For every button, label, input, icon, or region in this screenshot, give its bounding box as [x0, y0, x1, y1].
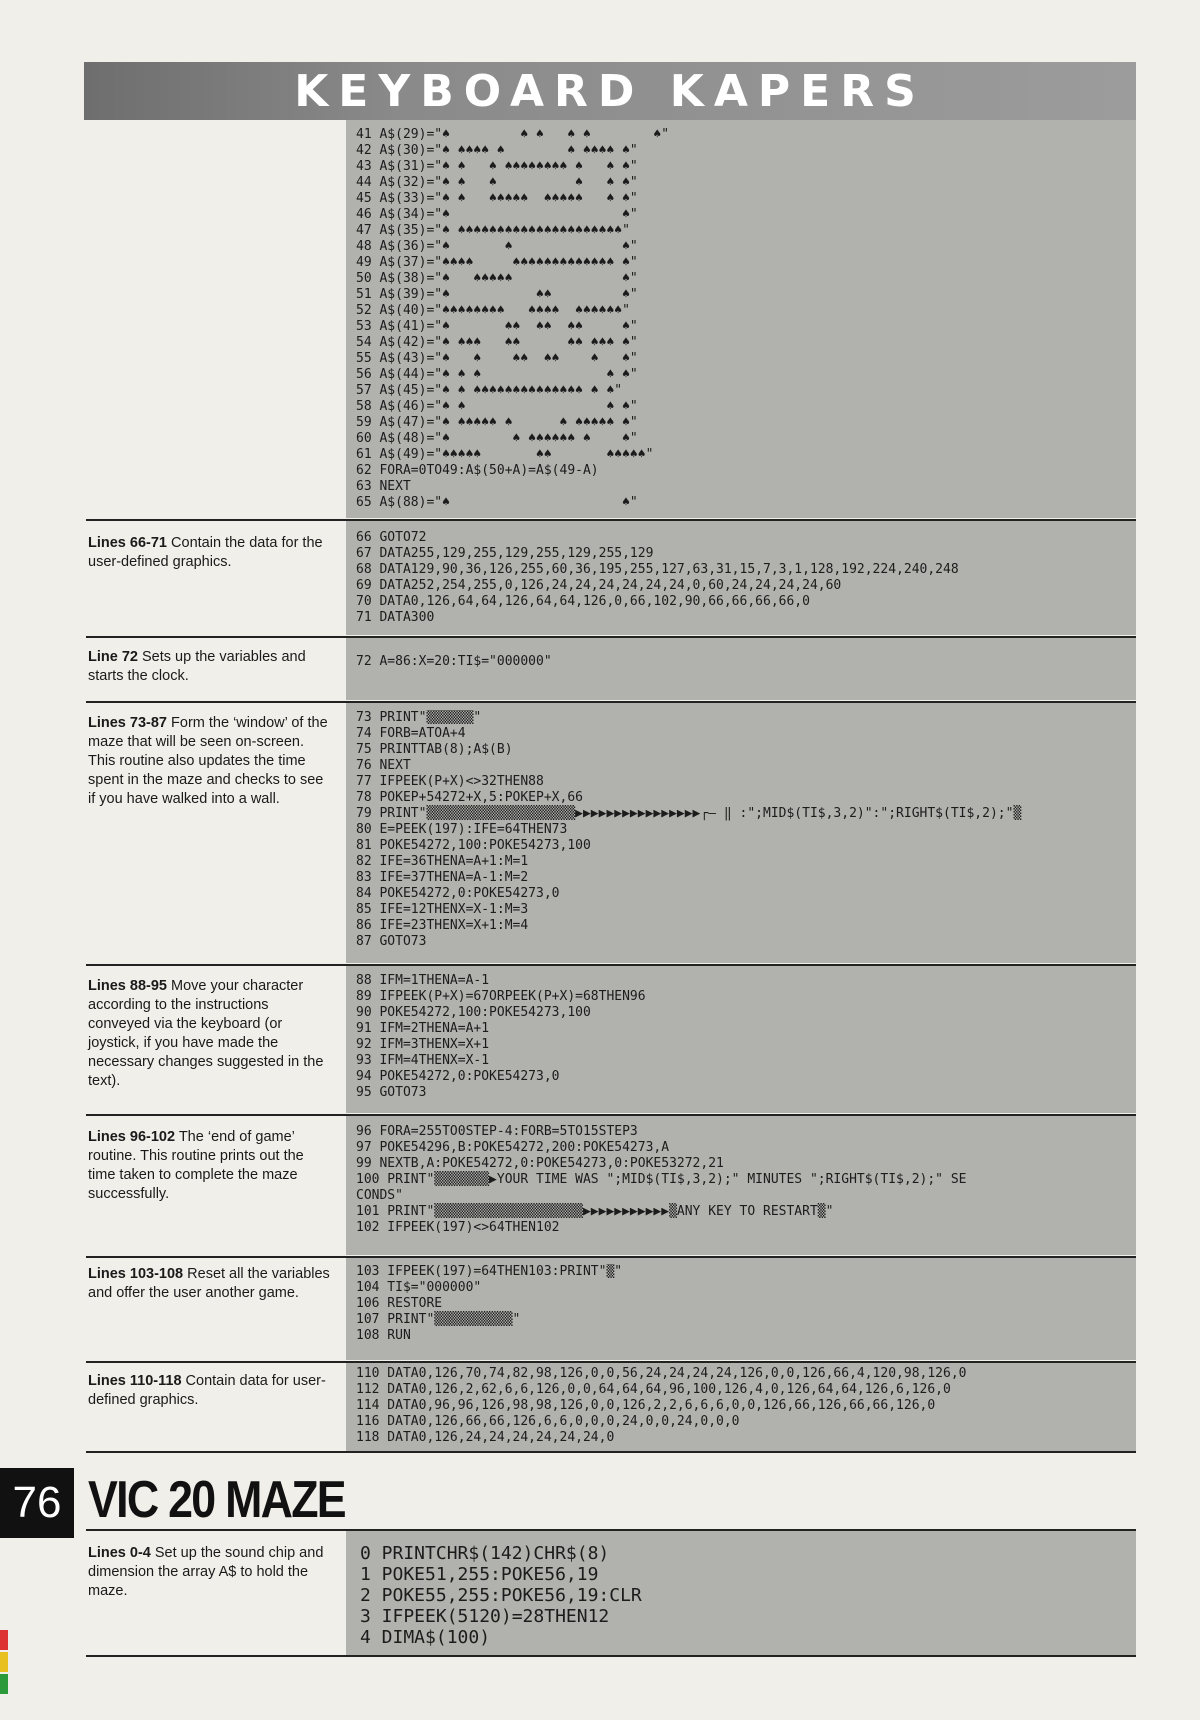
code-listing-73-87 [346, 710, 1136, 950]
code-line: 84 POKE54272,0:POKE54273,0 [356, 886, 560, 901]
code-line: 93 IFM=4THENX=X-1 [356, 1053, 490, 1068]
code-line: 91 IFM=2THENA=A+1 [356, 1021, 490, 1036]
code-line: 43 A$(31)="♠ ♠ ♠ ♠♠♠♠♠♠♠♠ ♠ ♠ ♠" [356, 159, 638, 174]
code-line: 49 A$(37)="♠♠♠♠ ♠♠♠♠♠♠♠♠♠♠♠♠♠ ♠" [356, 255, 638, 270]
code-line: 50 A$(38)="♠ ♠♠♠♠♠ ♠" [356, 271, 638, 286]
annotation-label: Lines 88-95 [88, 978, 167, 994]
code-line: 51 A$(39)="♠ ♠♠ ♠" [356, 287, 638, 302]
code-line: 72 A=86:X=20:TI$="000000" [356, 654, 552, 669]
code-line: 76 NEXT [356, 758, 411, 773]
code-line: 71 DATA300 [356, 610, 435, 625]
code-line: 108 RUN [356, 1328, 411, 1343]
annotation-line-72 [88, 648, 333, 686]
code-line: 103 IFPEEK(197)=64THEN103:PRINT"▒" [356, 1264, 623, 1279]
annotation-text: Form the ‘window’ of the maze that will be seen on-screen. This routine also updates the time spent in the maze and checks to see if you have walked into a wall. [88, 715, 328, 807]
code-line: 79 PRINT"▒▒▒▒▒▒▒▒▒▒▒▒▒▒▒▒▒▒▒▶▶▶▶▶▶▶▶▶▶▶▶▶▶▶▶┌— ‖ :";MID$(TI$,3,2)":";RIGHT$(TI$,2);"▒ [356, 806, 1022, 821]
annotation-lines-96-102 [88, 1128, 333, 1204]
code-line: 0 PRINTCHR$(142)CHR$(8) [360, 1543, 610, 1564]
divider [86, 519, 1136, 521]
code-listing-110-118 [346, 1366, 1136, 1446]
code-line: 1 POKE51,255:POKE56,19 [360, 1564, 599, 1585]
code-listing-maze [346, 127, 1136, 511]
divider [86, 701, 1136, 703]
code-line: 110 DATA0,126,70,74,82,98,126,0,0,56,24,24,24,24,126,0,0,126,66,4,120,98,126,0 [356, 1366, 967, 1381]
color-strip [0, 1630, 8, 1650]
code-line: 69 DATA252,254,255,0,126,24,24,24,24,24,24,0,60,24,24,24,24,60 [356, 578, 842, 593]
code-listing-vic-0-4 [346, 1543, 1136, 1648]
code-line: 112 DATA0,126,2,62,6,6,126,0,0,64,64,64,96,100,126,4,0,126,64,64,126,6,126,0 [356, 1382, 951, 1397]
annotation-label: Lines 0-4 [88, 1545, 151, 1561]
code-line: 65 A$(88)="♠ ♠" [356, 495, 638, 510]
annotation-lines-110-118 [88, 1372, 333, 1410]
annotation-lines-88-95 [88, 977, 333, 1091]
code-line: 87 GOTO73 [356, 934, 427, 949]
code-line: 57 A$(45)="♠ ♠ ♠♠♠♠♠♠♠♠♠♠♠♠♠♠ ♠ ♠" [356, 383, 623, 398]
code-line: 62 FORA=0TO49:A$(50+A)=A$(49-A) [356, 463, 599, 478]
annotation-text: Contain data for user-defined graphics. [88, 1373, 326, 1408]
annotation-lines-103-108 [88, 1265, 333, 1303]
code-line: 2 POKE55,255:POKE56,19:CLR [360, 1585, 642, 1606]
code-line: 107 PRINT"▒▒▒▒▒▒▒▒▒▒" [356, 1312, 521, 1327]
code-line: 85 IFE=12THENX=X-1:M=3 [356, 902, 529, 917]
annotation-text: Contain the data for the user-defined graphics. [88, 535, 323, 570]
divider [86, 1655, 1136, 1657]
code-line: 96 FORA=255TO0STEP-4:FORB=5TO15STEP3 [356, 1124, 638, 1139]
code-listing-72 [346, 654, 1136, 670]
code-listing-88-95 [346, 973, 1136, 1101]
code-line: 45 A$(33)="♠ ♠ ♠♠♠♠♠ ♠♠♠♠♠ ♠ ♠" [356, 191, 638, 206]
section-title: VIC 20 MAZE [88, 1471, 345, 1529]
code-listing-103-108 [346, 1264, 1136, 1344]
code-line: 106 RESTORE [356, 1296, 443, 1311]
code-line: CONDS" [356, 1188, 403, 1203]
code-line: 102 IFPEEK(197)<>64THEN102 [356, 1220, 560, 1235]
color-strip [0, 1674, 8, 1694]
code-line: 46 A$(34)="♠ ♠" [356, 207, 638, 222]
code-line: 3 IFPEEK(5120)=28THEN12 [360, 1606, 610, 1627]
code-line: 90 POKE54272,100:POKE54273,100 [356, 1005, 591, 1020]
code-line: 94 POKE54272,0:POKE54273,0 [356, 1069, 560, 1084]
code-line: 86 IFE=23THENX=X+1:M=4 [356, 918, 529, 933]
code-line: 97 POKE54296,B:POKE54272,200:POKE54273,A [356, 1140, 670, 1155]
annotation-lines-0-4 [88, 1544, 333, 1601]
color-strip [0, 1652, 8, 1672]
annotation-lines-73-87 [88, 714, 333, 809]
code-line: 68 DATA129,90,36,126,255,60,36,195,255,127,63,31,15,7,3,1,128,192,224,240,248 [356, 562, 959, 577]
divider [86, 1451, 1136, 1453]
code-line: 67 DATA255,129,255,129,255,129,255,129 [356, 546, 654, 561]
code-line: 74 FORB=ATOA+4 [356, 726, 466, 741]
code-line: 53 A$(41)="♠ ♠♠ ♠♠ ♠♠ ♠" [356, 319, 638, 334]
divider [86, 1256, 1136, 1258]
code-line: 63 NEXT [356, 479, 411, 494]
code-line: 42 A$(30)="♠ ♠♠♠♠ ♠ ♠ ♠♠♠♠ ♠" [356, 143, 638, 158]
code-line: 89 IFPEEK(P+X)=67ORPEEK(P+X)=68THEN96 [356, 989, 646, 1004]
code-line: 54 A$(42)="♠ ♠♠♠ ♠♠ ♠♠ ♠♠♠ ♠" [356, 335, 638, 350]
code-line: 70 DATA0,126,64,64,126,64,64,126,0,66,102,90,66,66,66,66,0 [356, 594, 810, 609]
code-line: 118 DATA0,126,24,24,24,24,24,24,0 [356, 1430, 615, 1445]
code-line: 78 POKEP+54272+X,5:POKEP+X,66 [356, 790, 583, 805]
code-line: 75 PRINTTAB(8);A$(B) [356, 742, 513, 757]
code-line: 82 IFE=36THENA=A+1:M=1 [356, 854, 529, 869]
annotation-text: The ‘end of game’ routine. This routine prints out the time taken to complete the maze successfully. [88, 1129, 304, 1202]
code-line: 44 A$(32)="♠ ♠ ♠ ♠ ♠ ♠" [356, 175, 638, 190]
annotation-text: Reset all the variables and offer the user another game. [88, 1266, 330, 1301]
code-line: 101 PRINT"▒▒▒▒▒▒▒▒▒▒▒▒▒▒▒▒▒▒▒▶▶▶▶▶▶▶▶▶▶▶▒ANY KEY TO RESTART▒" [356, 1204, 834, 1219]
code-line: 95 GOTO73 [356, 1085, 427, 1100]
code-line: 92 IFM=3THENX=X+1 [356, 1037, 490, 1052]
code-line: 88 IFM=1THENA=A-1 [356, 973, 490, 988]
divider [86, 1114, 1136, 1116]
code-line: 52 A$(40)="♠♠♠♠♠♠♠♠ ♠♠♠♠ ♠♠♠♠♠♠" [356, 303, 630, 318]
code-line: 56 A$(44)="♠ ♠ ♠ ♠ ♠" [356, 367, 638, 382]
code-line: 73 PRINT"▒▒▒▒▒▒" [356, 710, 482, 725]
code-line: 99 NEXTB,A:POKE54272,0:POKE54273,0:POKE53272,21 [356, 1156, 724, 1171]
code-line: 66 GOTO72 [356, 530, 427, 545]
annotation-label: Lines 66-71 [88, 535, 167, 551]
page-number: 76 [0, 1468, 74, 1538]
annotation-label: Line 72 [88, 649, 138, 665]
code-line: 61 A$(49)="♠♠♠♠♠ ♠♠ ♠♠♠♠♠" [356, 447, 654, 462]
code-line: 116 DATA0,126,66,66,126,6,6,0,0,0,24,0,0,24,0,0,0 [356, 1414, 740, 1429]
annotation-label: Lines 110-118 [88, 1373, 182, 1389]
annotation-lines-66-71 [88, 534, 333, 572]
divider [86, 1361, 1136, 1363]
header-banner [84, 62, 1136, 120]
page-header-title: KEYBOARD KAPERS [294, 65, 926, 117]
annotation-label: Lines 73-87 [88, 715, 167, 731]
code-line: 104 TI$="000000" [356, 1280, 482, 1295]
code-line: 114 DATA0,96,96,126,98,98,126,0,0,126,2,2,6,6,6,0,0,126,66,126,66,66,126,0 [356, 1398, 936, 1413]
code-line: 41 A$(29)="♠ ♠ ♠ ♠ ♠ ♠" [356, 127, 670, 142]
annotation-text: Move your character according to the instructions conveyed via the keyboard (or joystick, if you have made the necessary changes suggested in the text). [88, 978, 324, 1089]
code-listing-66-71 [346, 530, 1136, 626]
divider [86, 636, 1136, 638]
annotation-label: Lines 96-102 [88, 1129, 176, 1145]
annotation-label: Lines 103-108 [88, 1266, 184, 1282]
code-line: 81 POKE54272,100:POKE54273,100 [356, 838, 591, 853]
code-line: 60 A$(48)="♠ ♠ ♠♠♠♠♠♠ ♠ ♠" [356, 431, 638, 446]
code-line: 100 PRINT"▒▒▒▒▒▒▒▶YOUR TIME WAS ";MID$(TI$,3,2);" MINUTES ";RIGHT$(TI$,2);" SE [356, 1172, 967, 1187]
code-line: 4 DIMA$(100) [360, 1627, 491, 1648]
annotation-text: Set up the sound chip and dimension the array A$ to hold the maze. [88, 1545, 324, 1599]
code-line: 55 A$(43)="♠ ♠ ♠♠ ♠♠ ♠ ♠" [356, 351, 638, 366]
code-listing-96-102 [346, 1124, 1136, 1236]
code-line: 47 A$(35)="♠ ♠♠♠♠♠♠♠♠♠♠♠♠♠♠♠♠♠♠♠♠♠" [356, 223, 630, 238]
code-line: 77 IFPEEK(P+X)<>32THEN88 [356, 774, 544, 789]
divider [86, 964, 1136, 966]
code-line: 83 IFE=37THENA=A-1:M=2 [356, 870, 529, 885]
code-line: 80 E=PEEK(197):IFE=64THEN73 [356, 822, 568, 837]
code-line: 59 A$(47)="♠ ♠♠♠♠♠ ♠ ♠ ♠♠♠♠♠ ♠" [356, 415, 638, 430]
code-line: 48 A$(36)="♠ ♠ ♠" [356, 239, 638, 254]
annotation-text: Sets up the variables and starts the clock. [88, 649, 306, 684]
code-line: 58 A$(46)="♠ ♠ ♠ ♠" [356, 399, 638, 414]
